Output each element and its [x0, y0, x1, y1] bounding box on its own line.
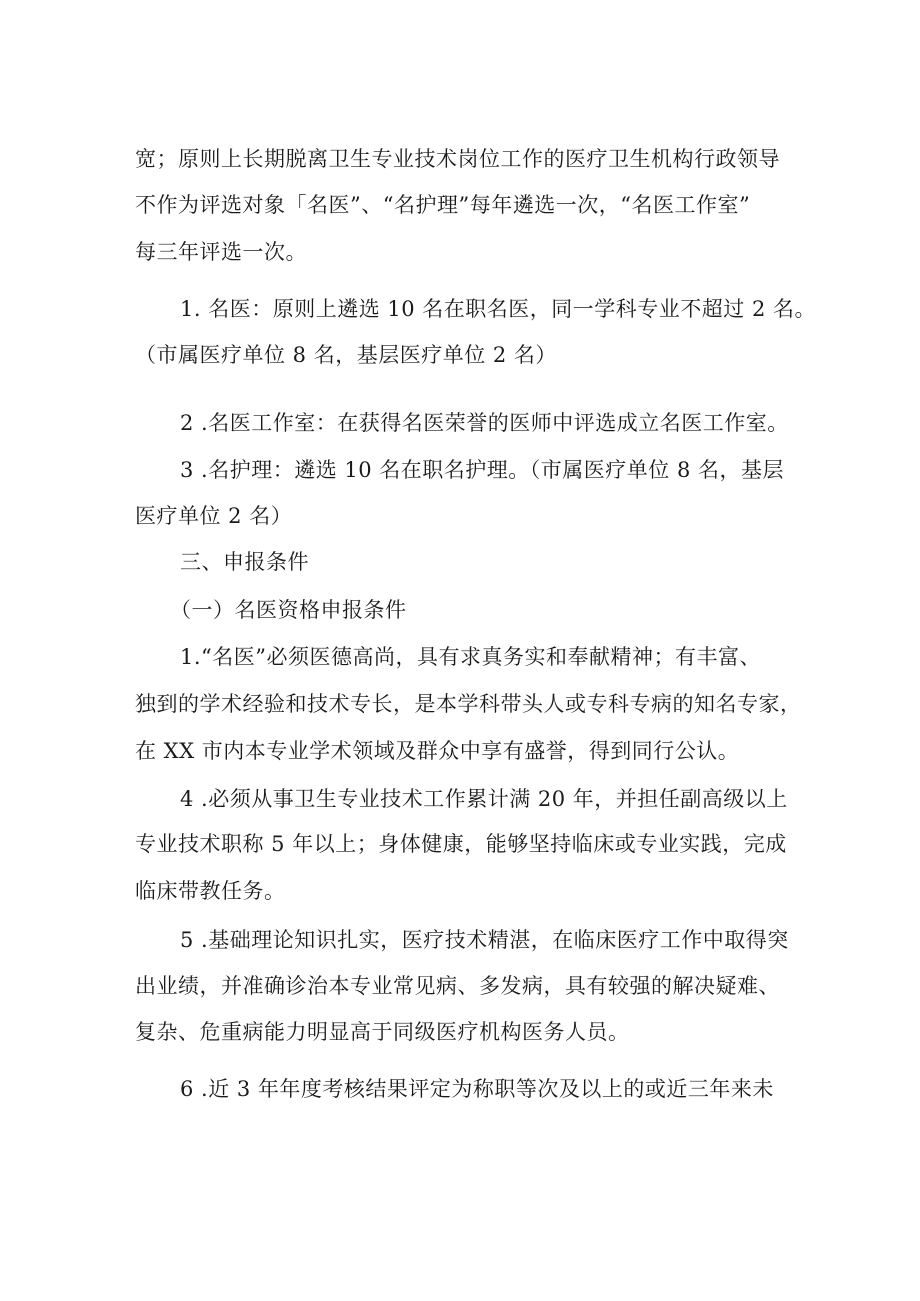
paragraph-line: 6 .近 3 年年度考核结果评定为称职等次及以上的或近三年来未: [180, 1077, 774, 1101]
paragraph-line: 专业技术职称 5 年以上；身体健康，能够坚持临床或专业实践，完成: [135, 832, 787, 856]
list-item-line: 医疗单位 2 名）: [135, 504, 293, 528]
list-item-line: 1. 名医：原则上遴选 10 名在职名医，同一学科专业不超过 2 名。: [180, 297, 816, 321]
paragraph-line: 5 .基础理论知识扎实，医疗技术精湛，在临床医疗工作中取得突: [180, 928, 789, 952]
list-item-line: 3 .名护理：遴选 10 名在职名护理。（市属医疗单位 8 名，基层: [180, 458, 784, 482]
paragraph-line: 不作为评选对象「名医”、“名护理”每年遴选一次，“名医工作室”: [135, 193, 751, 217]
paragraph-line: 每三年评选一次。: [135, 240, 307, 264]
paragraph-line: 临床带教任务。: [135, 879, 286, 903]
section-heading: 三、申报条件: [180, 550, 309, 574]
subsection-heading: （一）名医资格申报条件: [170, 598, 407, 622]
paragraph-line: 独到的学术经验和技术专长，是本学科带头人或专科专病的知名专家，: [135, 692, 802, 716]
paragraph-line: 出业绩，并准确诊治本专业常见病、多发病，具有较强的解决疑难、: [135, 974, 780, 998]
paragraph-line: 宽；原则上长期脱离卫生专业技术岗位工作的医疗卫生机构行政领导: [135, 147, 780, 171]
paragraph-line: 复杂、危重病能力明显高于同级医疗机构医务人员。: [135, 1020, 630, 1044]
list-item-line: 2 .名医工作室：在获得名医荣誉的医师中评选成立名医工作室。: [180, 411, 789, 435]
paragraph-line: 在 XX 市内本专业学术领域及群众中享有盛誉，得到同行公认。: [135, 739, 740, 763]
list-item-line: （市属医疗单位 8 名，基层医疗单位 2 名）: [135, 343, 557, 367]
paragraph-line: 4 .必须从事卫生专业技术工作累计满 20 年，并担任副高级以上: [180, 787, 788, 811]
paragraph-line: 1.“名医”必须医德高尚，具有求真务实和奉献精神；有丰富、: [180, 645, 762, 669]
